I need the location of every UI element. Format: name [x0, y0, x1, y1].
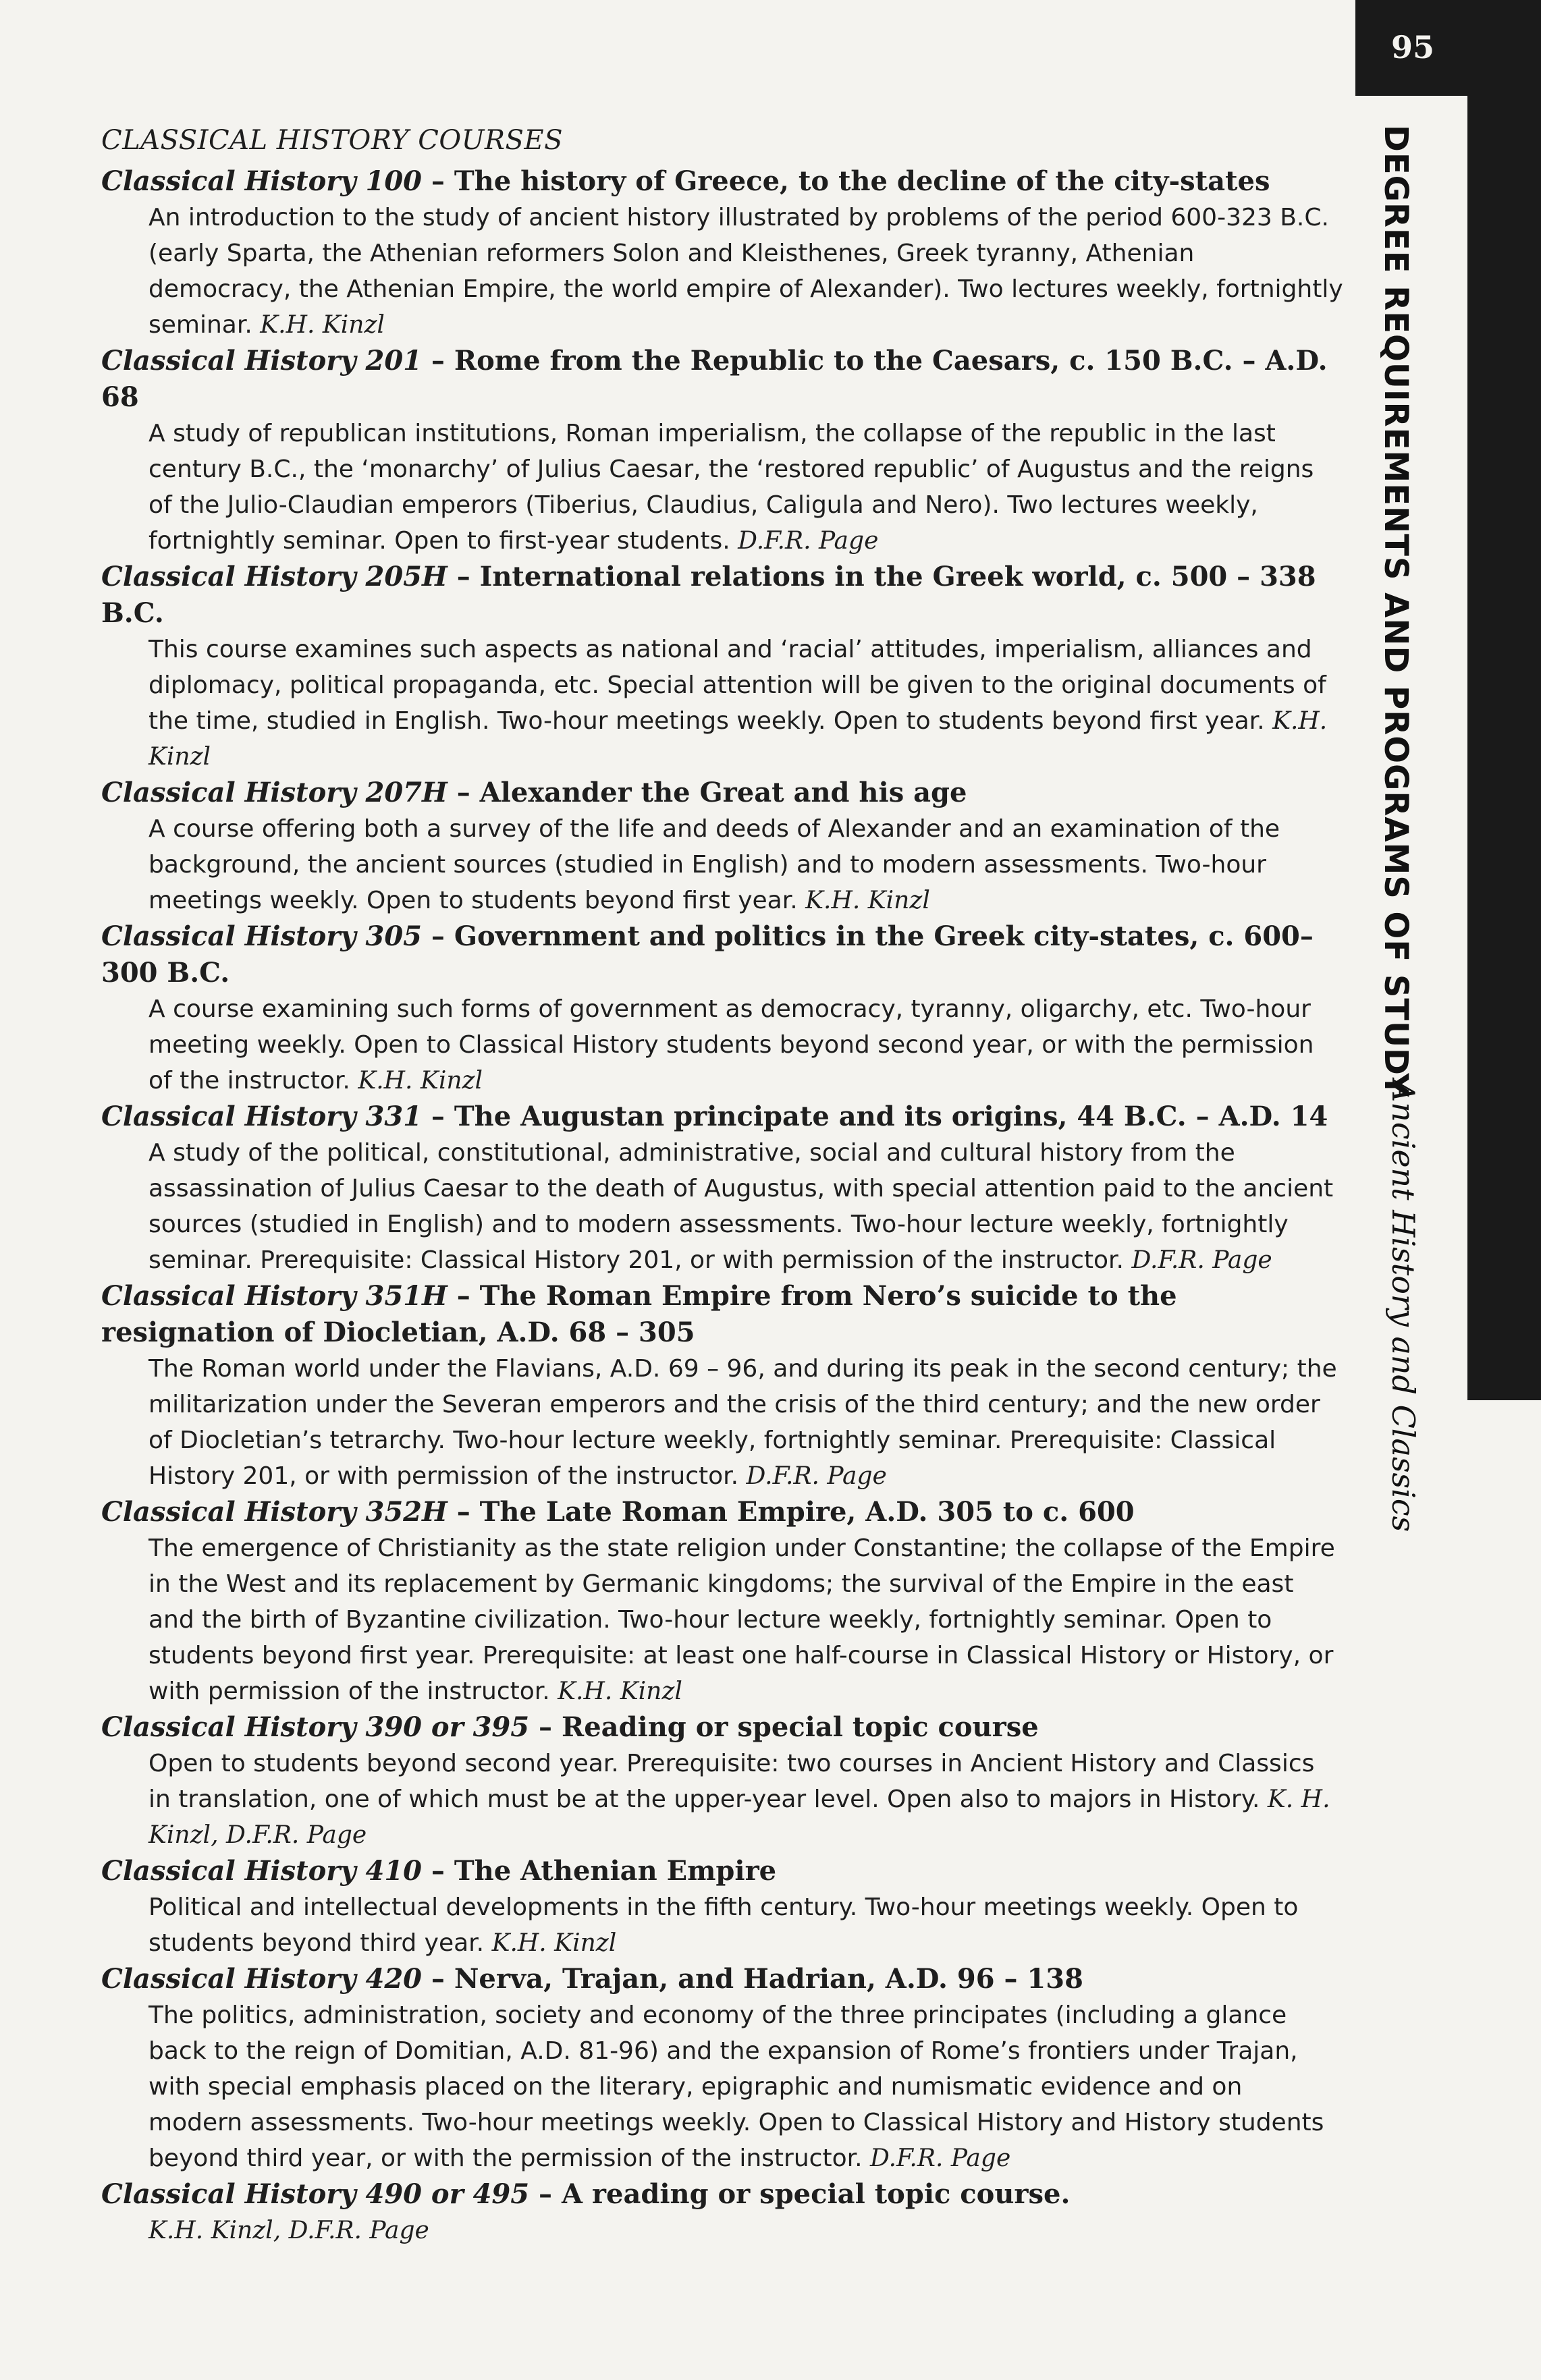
course-title: [101, 918, 1343, 991]
course-description-text: A course examining such forms of government as democracy, tyranny, oligarchy, etc. Two-hour meeting weekly. Open to Classical History students beyond second year, or with the permission of the instructor.: [148, 995, 1314, 1095]
course-code: Classical History 207H: [101, 777, 448, 808]
course-description: [148, 1135, 1343, 1278]
course-entry: [101, 1494, 1343, 1709]
course-instructor: K.H. Kinzl: [148, 707, 1328, 771]
course-description-text: A course offering both a survey of the life and deeds of Alexander and an examination of the background, the ancient sources (studied in English) and to modern assessments. Two-hour meetings weekly. Open to students beyond first year.: [148, 815, 1280, 914]
course-description-text: The emergence of Christianity as the state religion under Constantine; the collapse of the Empire in the West and its replacement by Germanic kingdoms; the survival of the Empire in the east and the birth of Byzantine civilization. Two-hour lecture weekly, fortnightly seminar. Open to students beyond first year. Prerequisite: at least one half-course in Classical History or History, or with permission of the instructor.: [148, 1534, 1335, 1705]
course-name: Government and politics in the Greek city-states, c. 600–300 B.C.: [101, 920, 1314, 989]
course-separator: –: [421, 165, 454, 197]
course-description-text: A study of republican institutions, Roman imperialism, the collapse of the republic in the last century B.C., the ‘monarchy’ of Julius Caesar, the ‘restored republic’ of Augustus and the reigns of the Julio-Claudian emperors (Tiberius, Claudius, Caligula and Nero). Two lectures weekly, fortnightly seminar. Open to first-year students.: [148, 420, 1314, 555]
course-description: [148, 1351, 1343, 1494]
course-name: Rome from the Republic to the Caesars, c. 150 B.C. – A.D. 68: [101, 345, 1328, 413]
course-separator: –: [447, 1496, 480, 1528]
course-description: [148, 2213, 1343, 2248]
courses-container: [101, 163, 1343, 2248]
course-list: [101, 123, 1343, 2248]
course-description: [148, 1746, 1343, 1853]
course-name: The Late Roman Empire, A.D. 305 to c. 600: [479, 1496, 1135, 1528]
course-description-text: The politics, administration, society and economy of the three principates (including a glance back to the reign of Domitian, A.D. 81-96) and the expansion of Rome’s frontiers under Trajan, with special emphasis placed on the literary, epigraphic and numismatic evidence and on modern assessments. Two-hour meetings weekly. Open to Classical History and History students beyond third year, or with the permission of the instructor.: [148, 2001, 1324, 2172]
course-title: [101, 1278, 1343, 1351]
course-description-text: Political and intellectual developments in the fifth century. Two-hour meetings weekly. Open to students beyond third year.: [148, 1893, 1299, 1957]
course-title: [101, 1853, 1343, 1889]
course-title: [101, 343, 1343, 416]
course-description-text: Open to students beyond second year. Prerequisite: two courses in Ancient History and Classics in translation, one of which must be at the upper-year level. Open also to majors in History.: [148, 1750, 1315, 1813]
course-code: Classical History 390 or 395: [101, 1711, 530, 1743]
course-description: [148, 1889, 1343, 1961]
course-code: Classical History 201: [101, 345, 422, 377]
course-separator: –: [421, 1101, 454, 1132]
course-entry: [101, 559, 1343, 775]
course-instructor: D.F.R. Page: [870, 2144, 1011, 2172]
course-title: [101, 1494, 1343, 1530]
course-name: Alexander the Great and his age: [479, 777, 967, 808]
course-entry: [101, 775, 1343, 918]
course-name: Nerva, Trajan, and Hadrian, A.D. 96 – 138: [454, 1963, 1083, 1995]
course-description-text: The Roman world under the Flavians, A.D. 69 – 96, and during its peak in the second century; the militarization under the Severan emperors and the crisis of the third century; and the new order of Diocletian’s tetrarchy. Two-hour lecture weekly, fortnightly seminar. Prerequisite: Classical History 201, or with permission of the instructor.: [148, 1355, 1337, 1490]
course-name: The history of Greece, to the decline of the city-states: [454, 165, 1270, 197]
page-number: 95: [1390, 29, 1434, 65]
course-entry: [101, 1278, 1343, 1494]
course-separator: –: [421, 345, 454, 377]
course-code: Classical History 100: [101, 165, 422, 197]
course-entry: [101, 1709, 1343, 1853]
course-separator: –: [529, 1711, 562, 1743]
course-separator: –: [447, 561, 480, 592]
course-name: The Athenian Empire: [454, 1855, 777, 1887]
section-heading: CLASSICAL HISTORY COURSES: [101, 125, 564, 156]
course-title: [101, 1709, 1343, 1746]
course-name: The Augustan principate and its origins, 44 B.C. – A.D. 14: [454, 1101, 1328, 1132]
course-entry: [101, 2176, 1343, 2248]
course-description: [148, 200, 1343, 343]
course-code: Classical History 331: [101, 1101, 422, 1132]
course-name: International relations in the Greek world, c. 500 – 338 B.C.: [101, 561, 1316, 629]
course-entry: [101, 1961, 1343, 2176]
course-title: [101, 1961, 1343, 1997]
course-description-text: A study of the political, constitutional, administrative, social and cultural history from the assassination of Julius Caesar to the death of Augustus, with special attention paid to the ancient sources (studied in English) and to modern assessments. Two-hour lecture weekly, fortnightly seminar. Prerequisite: Classical History 201, or with permission of the instructor.: [148, 1139, 1334, 1274]
section-subtitle: Ancient History and Classics: [1385, 1080, 1422, 1532]
course-instructor: K.H. Kinzl: [805, 887, 930, 914]
course-separator: –: [447, 1280, 480, 1312]
course-description: [148, 1530, 1343, 1709]
course-instructor: K.H. Kinzl: [358, 1067, 483, 1095]
course-description: [148, 991, 1343, 1099]
course-entry: [101, 163, 1343, 343]
course-entry: [101, 343, 1343, 559]
course-code: Classical History 490 or 495: [101, 2178, 530, 2210]
course-title: [101, 775, 1343, 811]
course-title: [101, 559, 1343, 632]
course-separator: –: [421, 1855, 454, 1887]
course-instructor: D.F.R. Page: [746, 1462, 887, 1490]
course-name: A reading or special topic course.: [561, 2178, 1071, 2210]
course-code: Classical History 420: [101, 1963, 422, 1995]
course-code: Classical History 410: [101, 1855, 422, 1887]
course-entry: [101, 1853, 1343, 1961]
course-title: [101, 1099, 1343, 1135]
course-instructor: K.H. Kinzl: [491, 1929, 617, 1957]
course-instructor: D.F.R. Page: [1131, 1246, 1272, 1274]
course-description-text: This course examines such aspects as national and ‘racial’ attitudes, imperialism, alliances and diplomacy, political propaganda, etc. Special attention will be given to the original documents of the time, studied in English. Two-hour meetings weekly. Open to students beyond first year.: [148, 636, 1326, 735]
course-code: Classical History 305: [101, 920, 422, 952]
course-entry: [101, 918, 1343, 1099]
course-description-text: An introduction to the study of ancient history illustrated by problems of the period 600-323 B.C. (early Sparta, the Athenian reformers Solon and Kleisthenes, Greek tyranny, Athenian democracy, the Athenian Empire, the world empire of Alexander). Two lectures weekly, fortnightly seminar.: [148, 204, 1343, 339]
course-separator: –: [421, 920, 454, 952]
course-name: The Roman Empire from Nero’s suicide to the resignation of Diocletian, A.D. 68 – 305: [101, 1280, 1177, 1348]
course-title: [101, 2176, 1343, 2213]
course-code: Classical History 351H: [101, 1280, 448, 1312]
course-code: Classical History 205H: [101, 561, 448, 592]
course-instructor: D.F.R. Page: [738, 527, 879, 555]
course-entry: [101, 1099, 1343, 1278]
course-description: [148, 416, 1343, 559]
course-instructor: K.H. Kinzl: [260, 311, 385, 339]
section-title: DEGREE REQUIREMENTS AND PROGRAMS OF STUDY: [1377, 125, 1415, 1098]
course-instructor: K.H. Kinzl, D.F.R. Page: [148, 2217, 429, 2244]
course-separator: –: [421, 1963, 454, 1995]
course-description: [148, 632, 1343, 775]
course-separator: –: [529, 2178, 562, 2210]
course-instructor: K. H. Kinzl, D.F.R. Page: [148, 1786, 1330, 1849]
course-name: Reading or special topic course: [561, 1711, 1039, 1743]
course-description: [148, 811, 1343, 918]
course-title: [101, 163, 1343, 200]
course-description: [148, 1997, 1343, 2176]
course-separator: –: [447, 777, 480, 808]
course-code: Classical History 352H: [101, 1496, 448, 1528]
course-instructor: K.H. Kinzl: [558, 1678, 682, 1705]
